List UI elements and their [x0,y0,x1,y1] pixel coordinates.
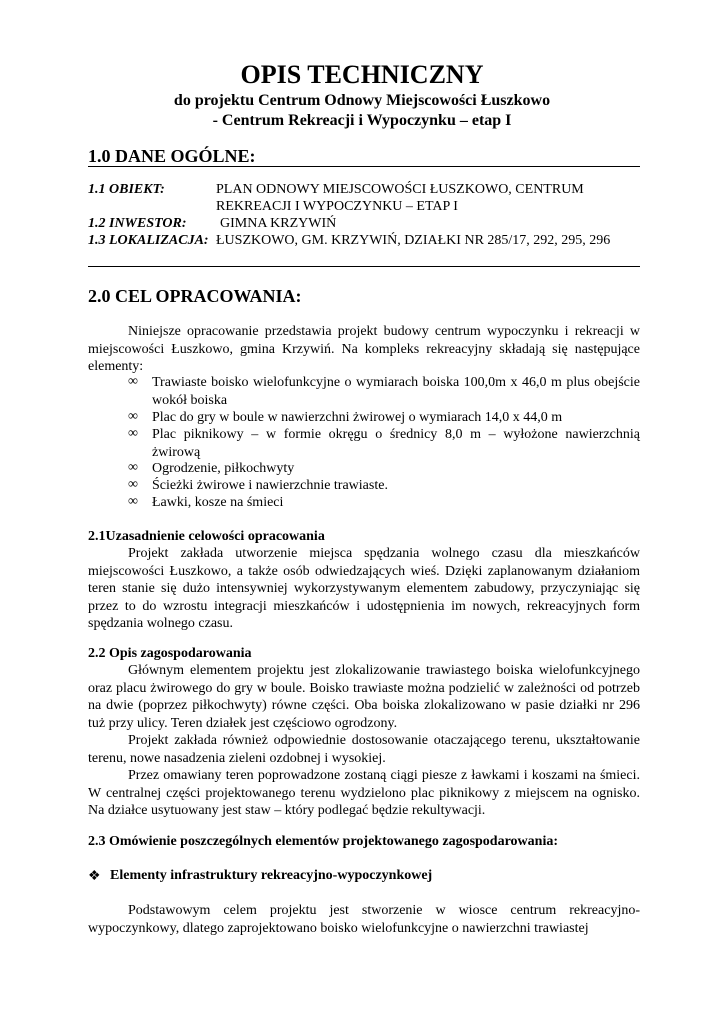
obiekt-value-line-1: PLAN ODNOWY MIEJSCOWOŚCI ŁUSZKOWO, CENTRUM [216,182,584,197]
obiekt-value-line-2: REKREACJI I WYPOCZYNKU – ETAP I [216,199,458,214]
infinity-bullet-icon: ∞ [128,494,138,509]
list-item-text: Plac piknikowy – w formie okręgu o średnicy 8,0 m – wyłożone nawierzchnią żwirową [152,427,640,460]
section-1-divider [88,266,640,267]
infinity-bullet-icon: ∞ [128,374,138,389]
infinity-bullet-icon: ∞ [128,409,138,424]
infinity-bullet-icon: ∞ [128,426,138,441]
lokalizacja-label: 1.3 LOKALIZACJA: [88,233,209,248]
obiekt-label: 1.1 OBIEKT: [88,182,165,197]
subtitle-line-2: - Centrum Rekreacji i Wypoczynku – etap I [212,112,512,129]
section-2-2-heading: 2.2 Opis zagospodarowania [88,646,252,661]
section-2-3-text: Podstawowym celem projektu jest stworzenie w wiosce centrum rekreacyjno-wypoczynkowy, dlatego zaprojektowano boisko wielofunkcyjne o nawierzchni trawiastej [88,903,640,936]
section-2-2-paragraph-1: Głównym elementem projektu jest zlokalizowanie trawiastego boiska wielofunkcyjnego oraz placu żwirowego do gry w boule. Boisko trawiaste można podzielić w zależności od potrzeb na dwie (poprzez piłkochwyty) równe części. Oba boiska zlokalizowano w pasie działki nr 296 tuż przy ulicy. Teren działek jest częściowo ogrodzony. [88,663,640,731]
infinity-bullet-icon: ∞ [128,477,138,492]
section-2-intro: Niniejsze opracowanie przedstawia projekt budowy centrum wypoczynku i rekreacji w miejscowości Łuszkowo, gmina Krzywiń. Na kompleks rekreacyjny składają się następujące elementy: [88,324,640,374]
lokalizacja-value: ŁUSZKOWO, GM. KRZYWIŃ, DZIAŁKI NR 285/17, 292, 295, 296 [216,233,611,248]
section-2-3-heading: 2.3 Omówienie poszczególnych elementów projektowanego zagospodarowania: [88,834,558,849]
inwestor-value: GIMNA KRZYWIŃ [220,216,337,231]
section-2-heading: 2.0 CEL OPRACOWANIA: [88,286,302,306]
list-item-text: Ławki, kosze na śmieci [152,495,284,510]
section-2-3-subheading: Elementy infrastruktury rekreacyjno-wypoczynkowej [110,868,433,883]
section-2-1-text: Projekt zakłada utworzenie miejsca spędzania wolnego czasu dla mieszkańców miejscowości Łuszkowo, a także osób odwiedzających wieś. Dzięki zaplanowanym działaniom teren stanie się dużo intensywniej wykorzystywanym elementem zabudowy, przyczyniając się przez to do wzrostu integracji mieszkańców i udostępnienia im nowych, rekreacyjnych form spędzania wolnego czasu. [88,546,640,631]
section-2-1-heading: 2.1Uzasadnienie celowości opracowania [88,529,325,544]
section-2-2-paragraph-2: Projekt zakłada również odpowiednie dostosowanie otaczającego terenu, ukształtowanie terenu, nowe nasadzenia zieleni ozdobnej i wysokiej. [88,733,640,766]
list-item-text: Plac do gry w boule w nawierzchni żwirowej o wymiarach 14,0 x 44,0 m [152,410,563,425]
subtitle-line-1: do projektu Centrum Odnowy Miejscowości Łuszkowo [173,92,551,109]
section-2-2-paragraph-3: Przez omawiany teren poprowadzone zostaną ciągi piesze z ławkami i koszami na śmieci. W centralnej części projektowanego terenu wydzielono plac piknikowy z miejscem na ognisko. Na działce usytuowany jest staw – który podlegać będzie rekultywacji. [88,768,640,818]
section-1-heading: 1.0 DANE OGÓLNE: [88,146,256,166]
diamond-bullet-icon: ❖ [88,869,101,884]
list-item-text: Trawiaste boisko wielofunkcyjne o wymiarach boiska 100,0m x 46,0 m plus obejście wokół boiska [152,375,640,408]
list-item-text: Ogrodzenie, piłkochwyty [152,461,295,476]
inwestor-label: 1.2 INWESTOR: [88,216,187,231]
list-item-text: Ścieżki żwirowe i nawierzchnie trawiaste. [152,478,388,493]
infinity-bullet-icon: ∞ [128,460,138,475]
section-1-underline [88,166,640,167]
document-title: OPIS TECHNICZNY [240,60,484,89]
